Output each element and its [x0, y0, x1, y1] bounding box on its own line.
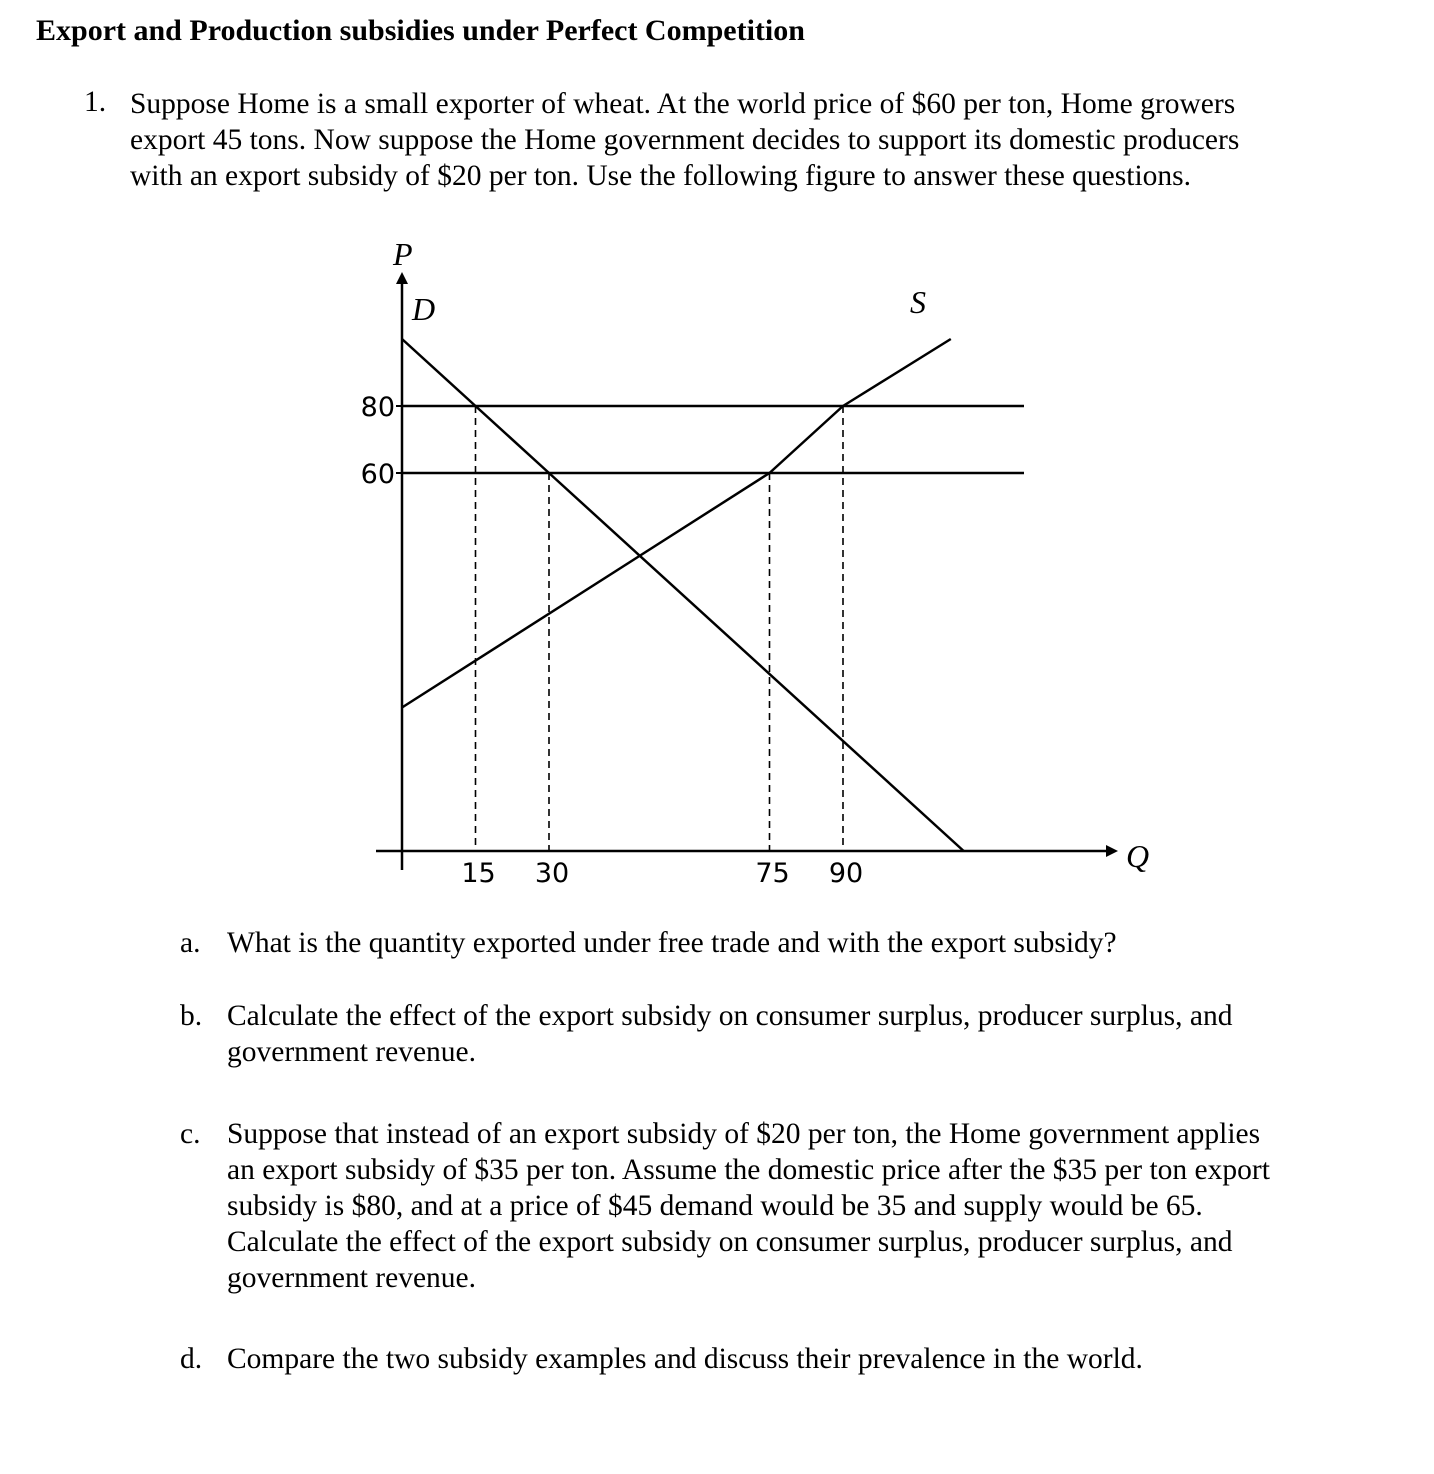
- part-line: Calculate the effect of the export subsidy on consumer surplus, producer surplus, and: [227, 1000, 1233, 1032]
- part-label: d.: [180, 1343, 203, 1375]
- part-label: c.: [180, 1118, 201, 1150]
- question-line: with an export subsidy of $20 per ton. Use the following figure to answer these questions.: [130, 160, 1191, 192]
- part-line: government revenue.: [227, 1036, 477, 1068]
- part-line: subsidy is $80, and at a price of $45 demand would be 35 and supply would be 65.: [227, 1190, 1203, 1222]
- supply-curve-label: S: [910, 284, 926, 320]
- question-number: 1.: [84, 86, 107, 118]
- x-tick-label-15: 15: [461, 858, 496, 889]
- page-title: Export and Production subsidies under Perfect Competition: [36, 14, 805, 47]
- series-d-segment: [402, 339, 476, 406]
- y-tick-label-60: 60: [360, 459, 395, 490]
- demand-curve-label: D: [412, 291, 436, 327]
- y-tick-label-80: 80: [360, 392, 395, 423]
- x-tick-label-75: 75: [755, 858, 790, 889]
- series-d-segment: [549, 473, 964, 851]
- x-ticks: [461, 858, 863, 889]
- x-tick-label-90: 90: [828, 858, 864, 889]
- curves: [402, 284, 1024, 851]
- x-axis-label: Q: [1126, 838, 1150, 874]
- question-line: Suppose Home is a small exporter of wheat. At the world price of $60 per ton, Home growers: [130, 88, 1236, 120]
- part-line: What is the quantity exported under free trade and with the export subsidy?: [227, 927, 1117, 959]
- y-axis-label: P: [393, 236, 413, 272]
- series-s-segment: [770, 406, 844, 473]
- y-ticks: [361, 392, 402, 490]
- x-tick-label-30: 30: [534, 858, 570, 889]
- part-line: an export subsidy of $35 per ton. Assume the domestic price after the $35 per ton export: [227, 1154, 1270, 1186]
- part-line: Calculate the effect of the export subsidy on consumer surplus, producer surplus, and: [227, 1226, 1233, 1258]
- part-line: Compare the two subsidy examples and discuss their prevalence in the world.: [227, 1343, 1143, 1375]
- part-line: Suppose that instead of an export subsidy of $20 per ton, the Home government applies: [227, 1118, 1261, 1150]
- part-label: a.: [180, 927, 201, 959]
- question-line: export 45 tons. Now suppose the Home government decides to support its domestic producers: [130, 124, 1240, 156]
- series-s-segment: [843, 339, 951, 406]
- series-d-segment: [476, 406, 550, 473]
- part-line: government revenue.: [227, 1262, 477, 1294]
- part-label: b.: [180, 1000, 203, 1032]
